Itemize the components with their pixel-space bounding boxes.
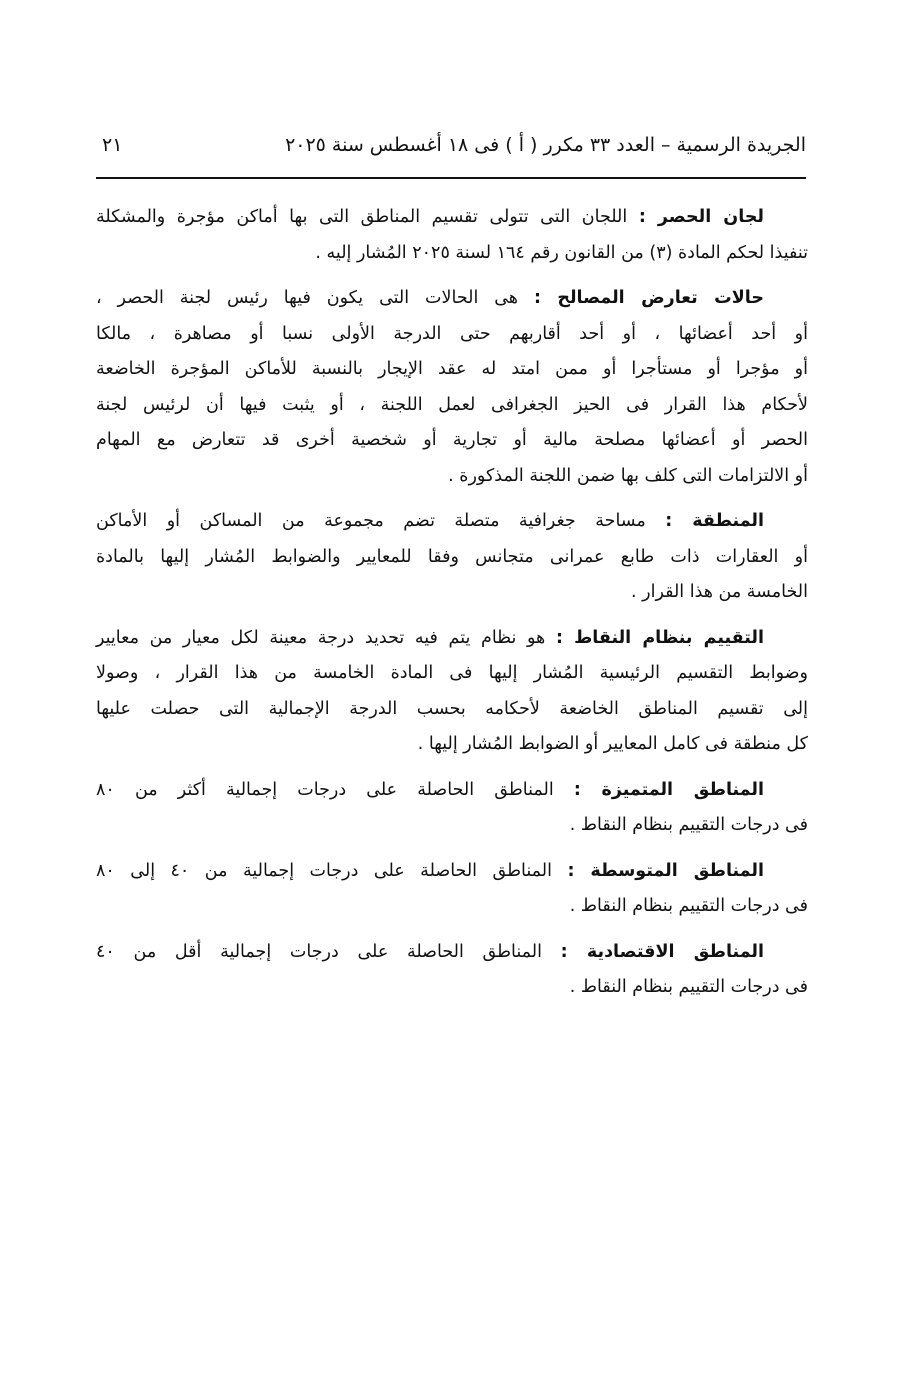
definition-text: هى الحالات التى يكون فيها رئيس لجنة الحصر ،	[96, 288, 519, 308]
definition-term: لجان الحصر :	[638, 207, 764, 227]
definition-term: المنطقة :	[665, 511, 764, 531]
definition-text: هو نظام يتم فيه تحديد درجة معينة لكل معيار من معايير	[96, 627, 546, 648]
definition-text: الحصر أو أعضائها مصلحة مالية أو تجارية أو شخصية أخرى قد تتعارض مع المهام	[96, 430, 808, 450]
definition-text: المناطق الحاصلة على درجات إجمالية أقل من ٤٠	[96, 941, 542, 962]
definition-text: لأحكام هذا القرار فى الحيز الجغرافى لعمل اللجنة ، أو يثبت فيها أن لرئيس لجنة	[96, 394, 808, 415]
definition-text: أو مؤجرا أو مستأجرا أو ممن امتد له عقد الإيجار بالنسبة للأماكن المؤجرة الخاضعة	[96, 359, 808, 379]
definition-term: التقييم بنظام النقاط :	[555, 627, 764, 648]
definition-text: كل منطقة فى كامل المعايير أو الضوابط المُشار إليها .	[417, 734, 808, 754]
definition-term: حالات تعارض المصالح :	[533, 288, 764, 308]
definition-inventory-committees	[96, 200, 808, 271]
definitions-body	[96, 200, 808, 1016]
header-divider	[96, 177, 806, 179]
page-number: ٢١	[102, 134, 123, 156]
definition-medium-zones	[96, 854, 808, 925]
definition-text: الخامسة من هذا القرار .	[631, 582, 808, 602]
definition-text: اللجان التى تتولى تقسيم المناطق التى بها أماكن مؤجرة والمشكلة	[96, 207, 628, 227]
definition-term: المناطق المتميزة :	[573, 779, 764, 800]
definition-term: المناطق الاقتصادية :	[560, 941, 764, 962]
definition-economic-zones	[96, 935, 808, 1006]
definition-term: المناطق المتوسطة :	[567, 860, 764, 881]
page-header	[96, 130, 806, 160]
definition-text: فى درجات التقييم بنظام النقاط .	[569, 815, 808, 835]
definition-text: أو أحد أعضائها ، أو أحد أقاربهم حتى الدرجة الأولى نسبا أو مصاهرة ، مالكا	[96, 323, 808, 344]
definition-text: أو العقارات ذات طابع عمرانى متجانس وفقا للمعايير والضوابط المُشار إليها بالمادة	[96, 546, 808, 567]
definition-premium-zones	[96, 773, 808, 844]
definition-text: إلى تقسيم المناطق الخاضعة لأحكامه بحسب الدرجة الإجمالية التى حصلت عليها	[96, 698, 808, 719]
definition-text: المناطق الحاصلة على درجات إجمالية أكثر من ٨٠	[96, 779, 554, 800]
definition-text: المناطق الحاصلة على درجات إجمالية من ٤٠ إلى ٨٠	[96, 860, 552, 881]
definition-zone	[96, 504, 808, 611]
definition-text: فى درجات التقييم بنظام النقاط .	[569, 896, 808, 916]
definition-text: أو الالتزامات التى كلف بها ضمن اللجنة المذكورة .	[448, 465, 808, 486]
definition-conflict-of-interest	[96, 281, 808, 494]
definition-text: تنفيذا لحكم المادة (٣) من القانون رقم ١٦٤ لسنة ٢٠٢٥ المُشار إليه .	[315, 242, 808, 263]
definition-points-evaluation	[96, 621, 808, 763]
definition-text: وضوابط التقسيم الرئيسية المُشار إليها فى المادة الخامسة من هذا القرار ، وصولا	[96, 663, 808, 683]
definition-text: فى درجات التقييم بنظام النقاط .	[569, 977, 808, 997]
definition-text: مساحة جغرافية متصلة تضم مجموعة من المساكن أو الأماكن	[96, 511, 646, 531]
gazette-issue-title: الجريدة الرسمية – العدد ٣٣ مكرر ( أ ) فى ١٨ أغسطس سنة ٢٠٢٥	[285, 134, 806, 156]
